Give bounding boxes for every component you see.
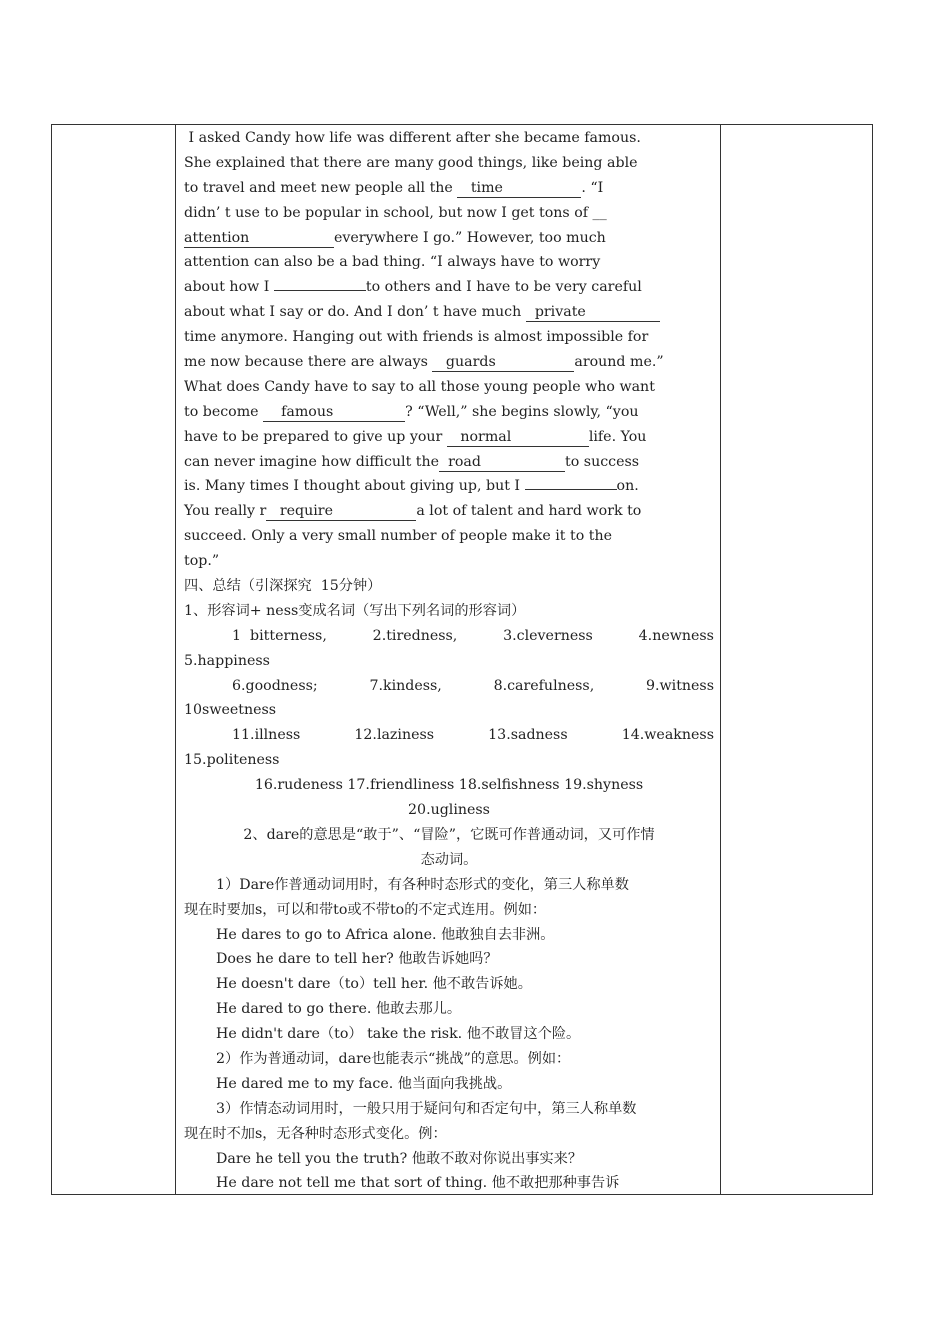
passage-line: top.” <box>184 553 220 570</box>
list-item: 1、形容词+ ness变成名词（写出下列名词的形容词） <box>184 602 526 619</box>
example: Dare he tell you the truth? 他敢不敢对你说出事实来？ <box>216 1150 583 1167</box>
passage-line: can never imagine how difficult the road to success <box>184 453 640 470</box>
passage-line: succeed. Only a very small number of people make it to the <box>184 528 612 545</box>
fill-blank <box>525 474 617 490</box>
word-row: 15.politeness <box>184 752 280 769</box>
word-row: 20.ugliness <box>408 802 490 819</box>
section-heading: 四、总结（引深探究 15分钟） <box>184 578 382 595</box>
list-item: 2、dare的意思是“敢于”、“冒险”，它既可作普通动词，又可作情 <box>243 826 655 843</box>
word-row: 6.goodness; 7.kindess, 8.carefulness, 9.witness <box>232 677 714 694</box>
passage-line: is. Many times I thought about giving up, but I on. <box>184 474 714 499</box>
paragraph: 现在时不加s，无各种时态形式变化。例： <box>184 1125 447 1142</box>
passage-line: about what I say or do. And I don’ t have much private <box>184 300 714 325</box>
word-row: 1 bitterness, 2.tiredness, 3.cleverness 4.newness <box>232 627 714 644</box>
passage-line: attention can also be a bad thing. “I always have to worry <box>184 254 601 271</box>
passage-line: She explained that there are many good things, like being able <box>184 154 638 171</box>
fill-blank: attention <box>184 229 334 248</box>
passage-line: You really r require a lot of talent and hard work to <box>184 503 642 520</box>
content-cell <box>184 126 714 1196</box>
column-divider-left <box>175 125 176 1194</box>
passage-line: time anymore. Hanging out with friends is almost impossible for <box>184 329 649 346</box>
example: He didn't dare（to） take the risk. 他不敢冒这个险。 <box>216 1026 581 1043</box>
word-row: 11.illness 12.laziness 13.sadness 14.weakness <box>232 727 714 744</box>
paragraph: 3）作情态动词用时，一般只用于疑问句和否定句中，第三人称单数 <box>216 1100 637 1117</box>
fill-blank: guards <box>432 353 574 372</box>
passage-line: to travel and meet new people all the time . “I <box>184 179 604 196</box>
word-row: 16.rudeness 17.friendliness 18.selfishness 19.shyness <box>254 777 644 794</box>
passage-line: have to be prepared to give up your normal life. You <box>184 428 647 445</box>
fill-blank: require <box>266 502 416 521</box>
passage-line: What does Candy have to say to all those young people who want <box>184 378 655 395</box>
passage-line: about how I to others and I have to be very careful <box>184 275 714 300</box>
word-row: 10sweetness <box>184 702 277 719</box>
example: He doesn't dare（to）tell her. 他不敢告诉她。 <box>216 976 532 993</box>
passage-line: I asked Candy how life was different after she became famous. <box>188 130 641 146</box>
passage-line: me now because there are always guards around me.” <box>184 354 664 371</box>
fill-blank: road <box>439 453 565 472</box>
fill-blank: private <box>526 303 660 322</box>
paragraph: 1）Dare作普通动词用时，有各种时态形式的变化，第三人称单数 <box>216 876 629 893</box>
example: Does he dare to tell her? 他敢告诉她吗？ <box>216 951 498 968</box>
example: He dared me to my face. 他当面向我挑战。 <box>216 1075 512 1092</box>
paragraph: 2）作为普通动词，dare也能表示“挑战”的意思。例如： <box>216 1050 571 1067</box>
example: He dare not tell me that sort of thing. 他不敢把那种事告诉 <box>216 1175 620 1192</box>
list-item: 态动词。 <box>420 851 478 868</box>
passage-line: attention everywhere I go.” However, too much <box>184 229 606 246</box>
passage-line: didn’ t use to be popular in school, but now I get tons of __ <box>184 204 607 221</box>
word-row: 5.happiness <box>184 652 270 669</box>
example: He dares to go to Africa alone. 他敢独自去非洲。 <box>216 926 555 943</box>
fill-blank: famous <box>263 403 405 422</box>
passage-line: to become famous ? “Well,” she begins slowly, “you <box>184 403 639 420</box>
fill-blank: time <box>457 179 581 198</box>
fill-blank <box>274 275 366 291</box>
example: He dared to go there. 他敢去那儿。 <box>216 1001 462 1018</box>
paragraph: 现在时要加s，可以和带to或不带to的不定式连用。例如： <box>184 901 547 918</box>
fill-blank: normal <box>447 428 589 447</box>
column-divider-right <box>720 125 721 1194</box>
